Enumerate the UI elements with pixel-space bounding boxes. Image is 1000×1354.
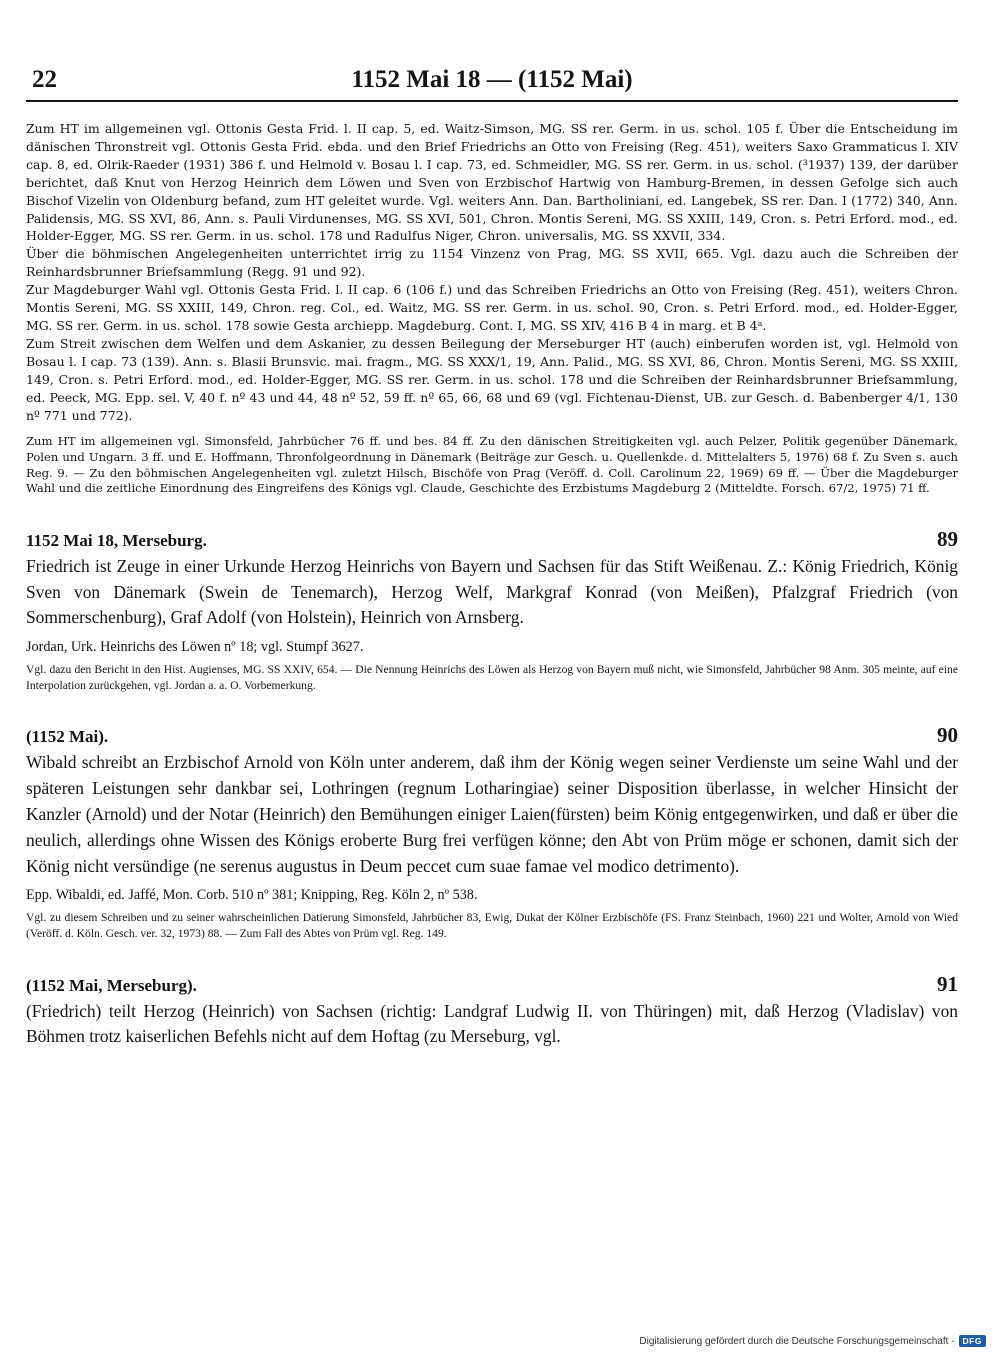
entry-body: (Friedrich) teilt Herzog (Heinrich) von Sachsen (richtig: Landgraf Ludwig II. von Thüringen) mit, daß Herzog (Vladislav) von Böhmen trotz kaiserlichen Befehls nicht auf dem Hoftag (zu Merseburg, vgl. [26, 1000, 958, 1047]
entry-body: Wibald schreibt an Erzbischof Arnold von Köln unter anderem, daß ihm der König wegen seiner Verdienste um seine Wahl und der späteren Leistungen sehr dankbar sei, Lothringen (regnum Lotharingiae) seiner Disposition überlasse, in welcher Hinsicht der Kanzler (Arnold) und der Notar (Heinrich) den Bemühungen einiger Laien(fürsten) beim König entgegenwirken, und daß er über die neulich, allerdings ohne Wissen des Königs eroberte Burg frei verfügen könne; den Abt von Prüm möge er schonen, damit sich der König nicht versündige (ne serenus augustus in Deum peccet cum suae famae vel modico detrimento). [26, 752, 958, 876]
entry-notes: Vgl. dazu den Bericht in den Hist. Augienses, MG. SS XXIV, 654. — Die Nennung Heinrichs des Löwen als Herzog von Bayern muß nicht, wie Simonsfeld, Jahrbücher 98 Anm. 305 meinte, auf eine Interpolation zurückgehen, vgl. Jordan a. a. O. Vorbemerkung. [26, 663, 958, 692]
entry-date: (1152 Mai, Merseburg). [26, 975, 197, 995]
regest-entry-91 [26, 972, 958, 1051]
literature-note: Zum HT im allgemeinen vgl. Simonsfeld, Jahrbücher 76 ff. und bes. 84 ff. Zu den dänischen Streitigkeiten vgl. auch Pelzer, Politik gegenüber Dänemark, Polen und Ungarn. 3 ff. und E. Hoffmann, Thronfolgeordnung in Dänemark (Beiträge zur Gesch. u. Quellenkde. d. Mittelalters 5, 1976) 68 f. Zu Sven s. auch Reg. 9. — Zu den böhmischen Angelegenheiten vgl. zuletzt Hilsch, Bischöfe von Prag (Veröff. d. Coll. Carolinum 22, 1969) 69 ff. — Über die Magdeburger Wahl und die zeitliche Einordnung des Eingreifens des Königs vgl. Claude, Geschichte des Erzbistums Magdeburg 2 (Mitteldte. Forsch. 67/2, 1975) 71 ff. [26, 434, 958, 496]
entry-date: (1152 Mai). [26, 727, 109, 747]
digitization-footer [639, 1335, 986, 1347]
entry-body: Friedrich ist Zeuge in einer Urkunde Herzog Heinrichs von Bayern und Sachsen für das Stift Weißenau. Z.: König Friedrich, König Sven von Dänemark (Swein de Tenemarch), Herzog Welf, Markgraf Konrad (von Meißen), Pfalzgraf Friedrich (von Sommerschenburg), Graf Adolf (von Holstein), Heinrich von Arnsberg. [26, 555, 958, 628]
running-title: 1152 Mai 18 — (1152 Mai) [351, 66, 633, 93]
page-header [26, 62, 958, 102]
document-page [26, 62, 958, 1050]
entry-date: 1152 Mai 18, Merseburg. [26, 530, 207, 550]
regest-entry-89 [26, 527, 958, 694]
dfg-logo: DFG [959, 1335, 986, 1347]
footer-text: Digitalisierung gefördert durch die Deutsche Forschungsgemeinschaft - [639, 1335, 955, 1347]
entry-number: 89 [937, 526, 958, 551]
commentary-notes [26, 120, 958, 424]
page-number: 22 [32, 66, 57, 93]
entry-source: Jordan, Urk. Heinrichs des Löwen nº 18; vgl. Stumpf 3627. [26, 639, 364, 656]
entry-number: 91 [937, 971, 958, 996]
note-paragraph: Zum HT im allgemeinen vgl. Ottonis Gesta Frid. l. II cap. 5, ed. Waitz-Simson, MG. SS rer. Germ. in us. schol. 105 f. Über die Entscheidung im dänischen Thronstreit vgl. Ottonis Gesta Frid. ebda. und den Brief Friedrichs an Otto von Freising (Reg. 451), weiters Saxo Grammaticus l. XIV cap. 8, ed. Olrik-Raeder (1931) 386 f. und Helmold v. Bosau l. I cap. 73, ed. Schmeidler, MG. SS rer. Germ. in us. schol. (³1937) 139, der darüber berichtet, daß Knut von Herzog Heinrich dem Löwen und Sven von Erzbischof Hartwig von Hamburg-Bremen, in dessen Gefolge sich auch Bischof Vizelin von Oldenburg befand, zum HT geleitet wurde. Vgl. weiters Ann. Dan. Bartholiniani, ed. Langebek, SS rer. Dan. I (1772) 340, Ann. Palidensis, MG. SS XVI, 86, Ann. s. Pauli Virdunenses, MG. SS XVI, 501, Chron. Montis Sereni, MG. SS XXIII, 149, Cron. s. Petri Erford. mod., ed. Holder-Egger, MG. SS rer. Germ. in us. schol. 178 und Radulfus Niger, Chron. universalis, MG. SS XXVII, 334. [26, 121, 958, 244]
entry-number: 90 [937, 723, 958, 748]
entry-notes: Vgl. zu diesem Schreiben und zu seiner wahrscheinlichen Datierung Simonsfeld, Jahrbücher 83, Ewig, Dukat der Kölner Erzbischöfe (FS. Franz Steinbach, 1960) 221 und Wolter, Arnold von Wied (Veröff. d. Köln. Gesch. ver. 32, 1973) 88. — Zum Fall des Abtes von Prüm vgl. Reg. 149. [26, 911, 958, 940]
note-paragraph: Zum Streit zwischen dem Welfen und dem Askanier, zu dessen Beilegung der Merseburger HT (auch) einberufen worden ist, vgl. Helmold von Bosau l. I cap. 73 (139). Ann. s. Blasii Brunsvic. mai. fragm., MG. SS XXX/1, 19, Ann. Palid., MG. SS XVI, 86, Chron. Montis Sereni, MG. SS XXIII, 149, Cron. s. Petri Erford. mod., ed. Holder-Egger, MG. SS rer. Germ. in us. schol. 178 und die Schreiben der Reinhardsbrunner Briefsammlung, ed. Peeck, MG. Epp. sel. V, 40 f. nº 43 und 44, 48 nº 52, 59 ff. nº 65, 66, 68 und 69 (vgl. Fichtenau-Dienst, UB. zur Gesch. d. Babenberger 4/1, 130 nº 771 und 772). [26, 335, 958, 423]
regest-entry-90 [26, 723, 958, 941]
note-paragraph: Über die böhmischen Angelegenheiten unterrichtet irrig zu 1154 Vinzenz von Prag, MG. SS XVII, 665. Vgl. dazu auch die Schreiben der Reinhardsbrunner Briefsammlung (Regg. 91 und 92). [26, 246, 958, 280]
note-paragraph: Zur Magdeburger Wahl vgl. Ottonis Gesta Frid. l. II cap. 6 (106 f.) und das Schreiben Friedrichs an Otto von Freising (Reg. 451), weiters Chron. Montis Sereni, MG. SS XXIII, 149, Chron. reg. Col., ed. Waitz, MG. SS rer. Germ. in us. schol. 90, Cron. s. Petri Erford. mod., ed. Holder-Egger, MG. SS rer. Germ. in us. schol. 178 sowie Gesta archiepp. Magdeburg. Cont. I, MG. SS XIV, 416 B 4 in marg. et B 4ᵃ. [26, 282, 958, 333]
entry-source: Epp. Wibaldi, ed. Jaffé, Mon. Corb. 510 nº 381; Knipping, Reg. Köln 2, nº 538. [26, 887, 478, 904]
